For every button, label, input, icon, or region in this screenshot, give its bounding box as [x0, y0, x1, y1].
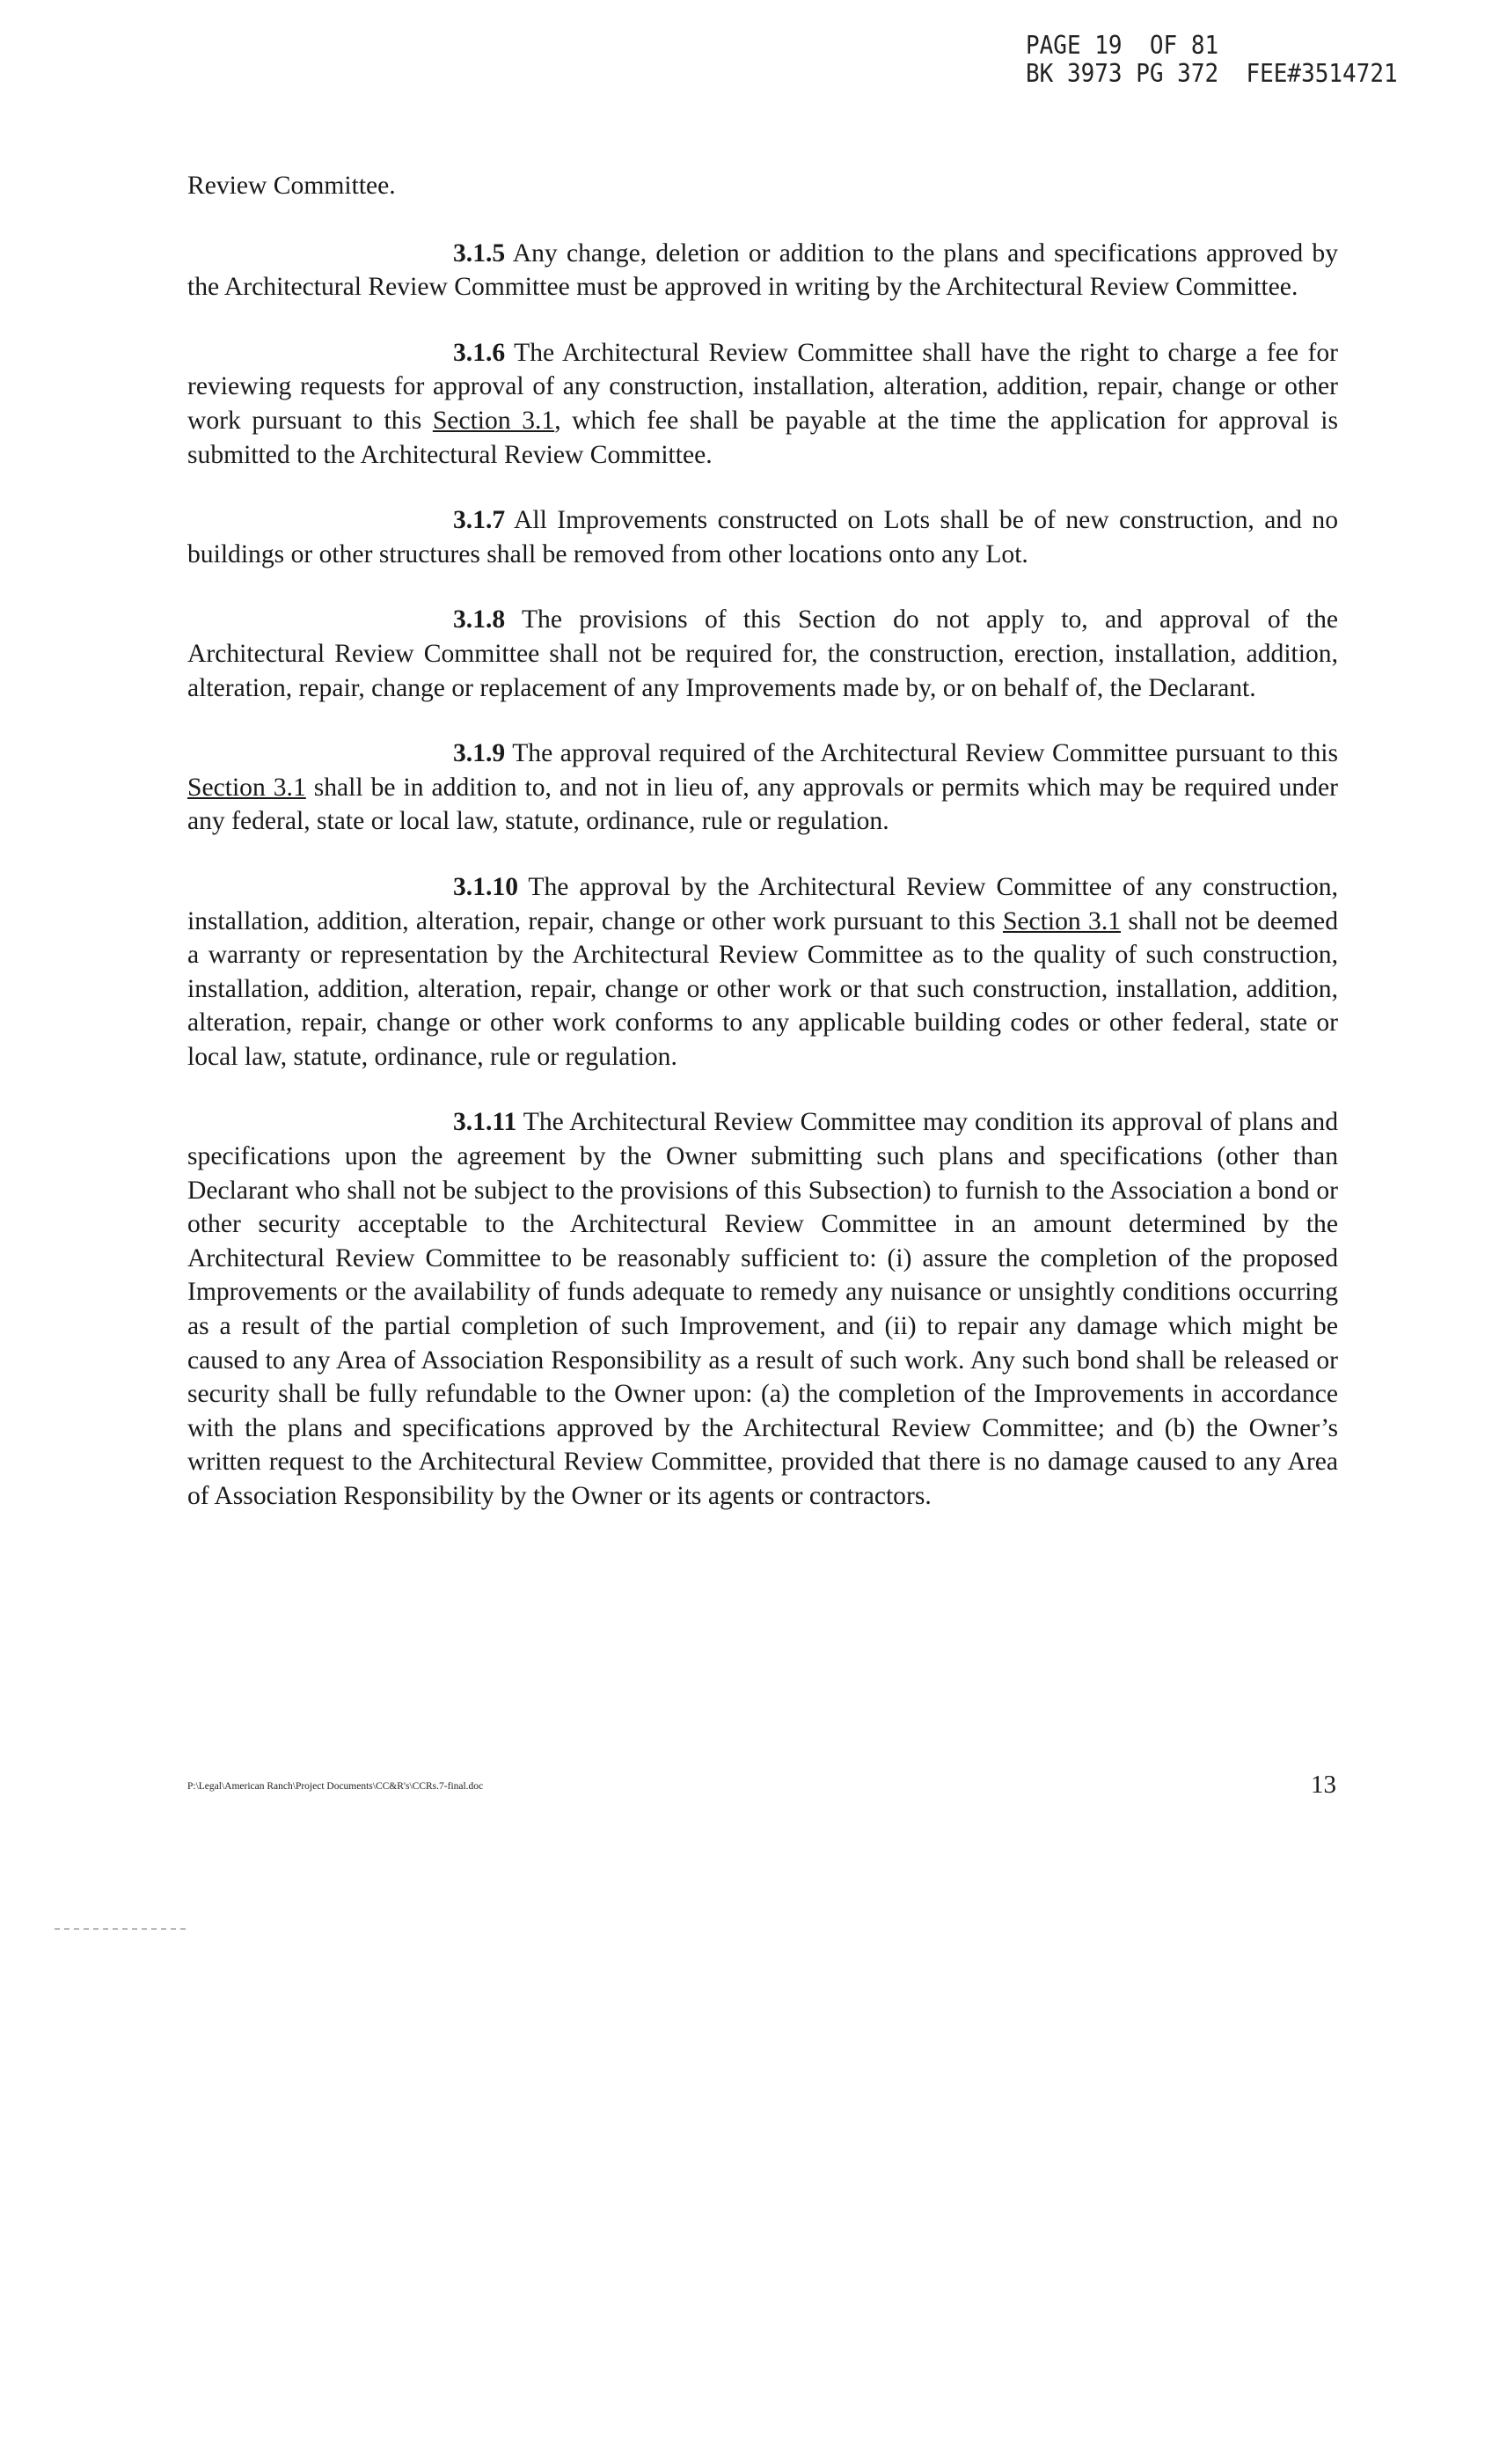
stamp-book-line: BK 3973 PG 372 FEE#3514721 [1026, 60, 1398, 89]
file-path-footer: P:\Legal\American Ranch\Project Documents\CC&R's\CCRs.7-final.doc [187, 1781, 484, 1792]
section-reference: Section 3.1 [187, 773, 306, 802]
section-number: 3.1.11 [453, 1108, 517, 1137]
paragraph-text: The Architectural Review Committee may condition its approval of plans and specifications upon the agreement by the Owner submitting such plans and specifications (other than Declarant who shall not be subject to the provisions of this Subsection) to furnish to the Association a bond or other security acceptable to the Architectural Review Committee in an amount determined by the Architectural Review Committee to be reasonably sufficient to: (i) assure the completion of the proposed Improvements or the availability of funds adequate to remedy any nuisance or unsightly conditions occurring as a result of the partial completion of such Improvement, and (ii) to repair any damage which might be caused to any Area of Association Responsibility as a result of such work. Any such bond shall be released or security shall be fully refundable to the Owner upon: (a) the completion of the Improvements in accordance with the plans and specifications approved by the Architectural Review Committee; and (b) the Owner’s written request to the Architectural Review Committee, provided that there is no damage caused to any Area of Association Responsibility by the Owner or its agents or contractors. [187, 1108, 1338, 1510]
paragraph-text: , which fee shall be payable at the time the application for approval is submitted to the Architectural Review Committee. [187, 406, 1338, 469]
paragraph-text: shall not be deemed a warranty or representation by the Architectural Review Committee as to the quality of such construction, installation, addition, alteration, repair, change or other work or that such construction, installation, addition, alteration, repair, change or other work conforms to any applicable building codes or other federal, state or local law, statute, ordinance, rule or regulation. [187, 906, 1338, 1071]
paragraph-3-1-9 [187, 737, 1338, 839]
section-reference: Section 3.1 [432, 406, 555, 435]
paragraph-text: The approval by the Architectural Review Committee of any construction, installation, addition, alteration, repair, change or other work pursuant to this [187, 872, 1338, 935]
paragraph-text: shall be in addition to, and not in lieu of, any approvals or permits which may be required under any federal, state or local law, statute, ordinance, rule or regulation. [187, 773, 1338, 836]
intro-line: Review Committee. [187, 172, 396, 200]
section-number: 3.1.5 [453, 238, 506, 268]
page-number: 13 [1311, 1771, 1336, 1799]
paragraph-text: The provisions of this Section do not apply to, and approval of the Architectural Review Committee shall not be required for, the construction, erection, installation, addition, alteration, repair, change or replacement of any Improvements made by, or on behalf of, the Declarant. [187, 605, 1338, 702]
paragraph-3-1-5 [187, 237, 1338, 304]
paragraph-text: The Architectural Review Committee shall have the right to charge a fee for reviewing requests for approval of any construction, installation, alteration, addition, repair, change or other work pursuant to this [187, 338, 1338, 435]
document-body [187, 169, 1338, 1545]
recording-stamp [1026, 32, 1398, 89]
paragraph-text: All Improvements constructed on Lots shall be of new construction, and no buildings or other structures shall be removed from other locations onto any Lot. [187, 506, 1338, 568]
stamp-page-line: PAGE 19 OF 81 [1026, 32, 1219, 61]
section-reference: Section 3.1 [1002, 906, 1122, 935]
paragraph-3-1-8 [187, 603, 1338, 705]
section-number: 3.1.8 [453, 605, 506, 634]
paragraph-3-1-7 [187, 503, 1338, 571]
section-number: 3.1.9 [453, 739, 506, 768]
scan-artifact [55, 1928, 186, 1930]
section-number: 3.1.7 [453, 506, 506, 535]
section-number: 3.1.6 [453, 338, 506, 367]
paragraph-3-1-10 [187, 870, 1338, 1074]
section-number: 3.1.10 [453, 872, 518, 901]
paragraph-text: Any change, deletion or addition to the plans and specifications approved by the Architectural Review Committee must be approved in writing by the Architectural Review Committee. [187, 238, 1338, 302]
paragraph-text: The approval required of the Architectural Review Committee pursuant to this [505, 739, 1338, 768]
paragraph-3-1-6 [187, 336, 1338, 472]
paragraph-3-1-11 [187, 1105, 1338, 1513]
